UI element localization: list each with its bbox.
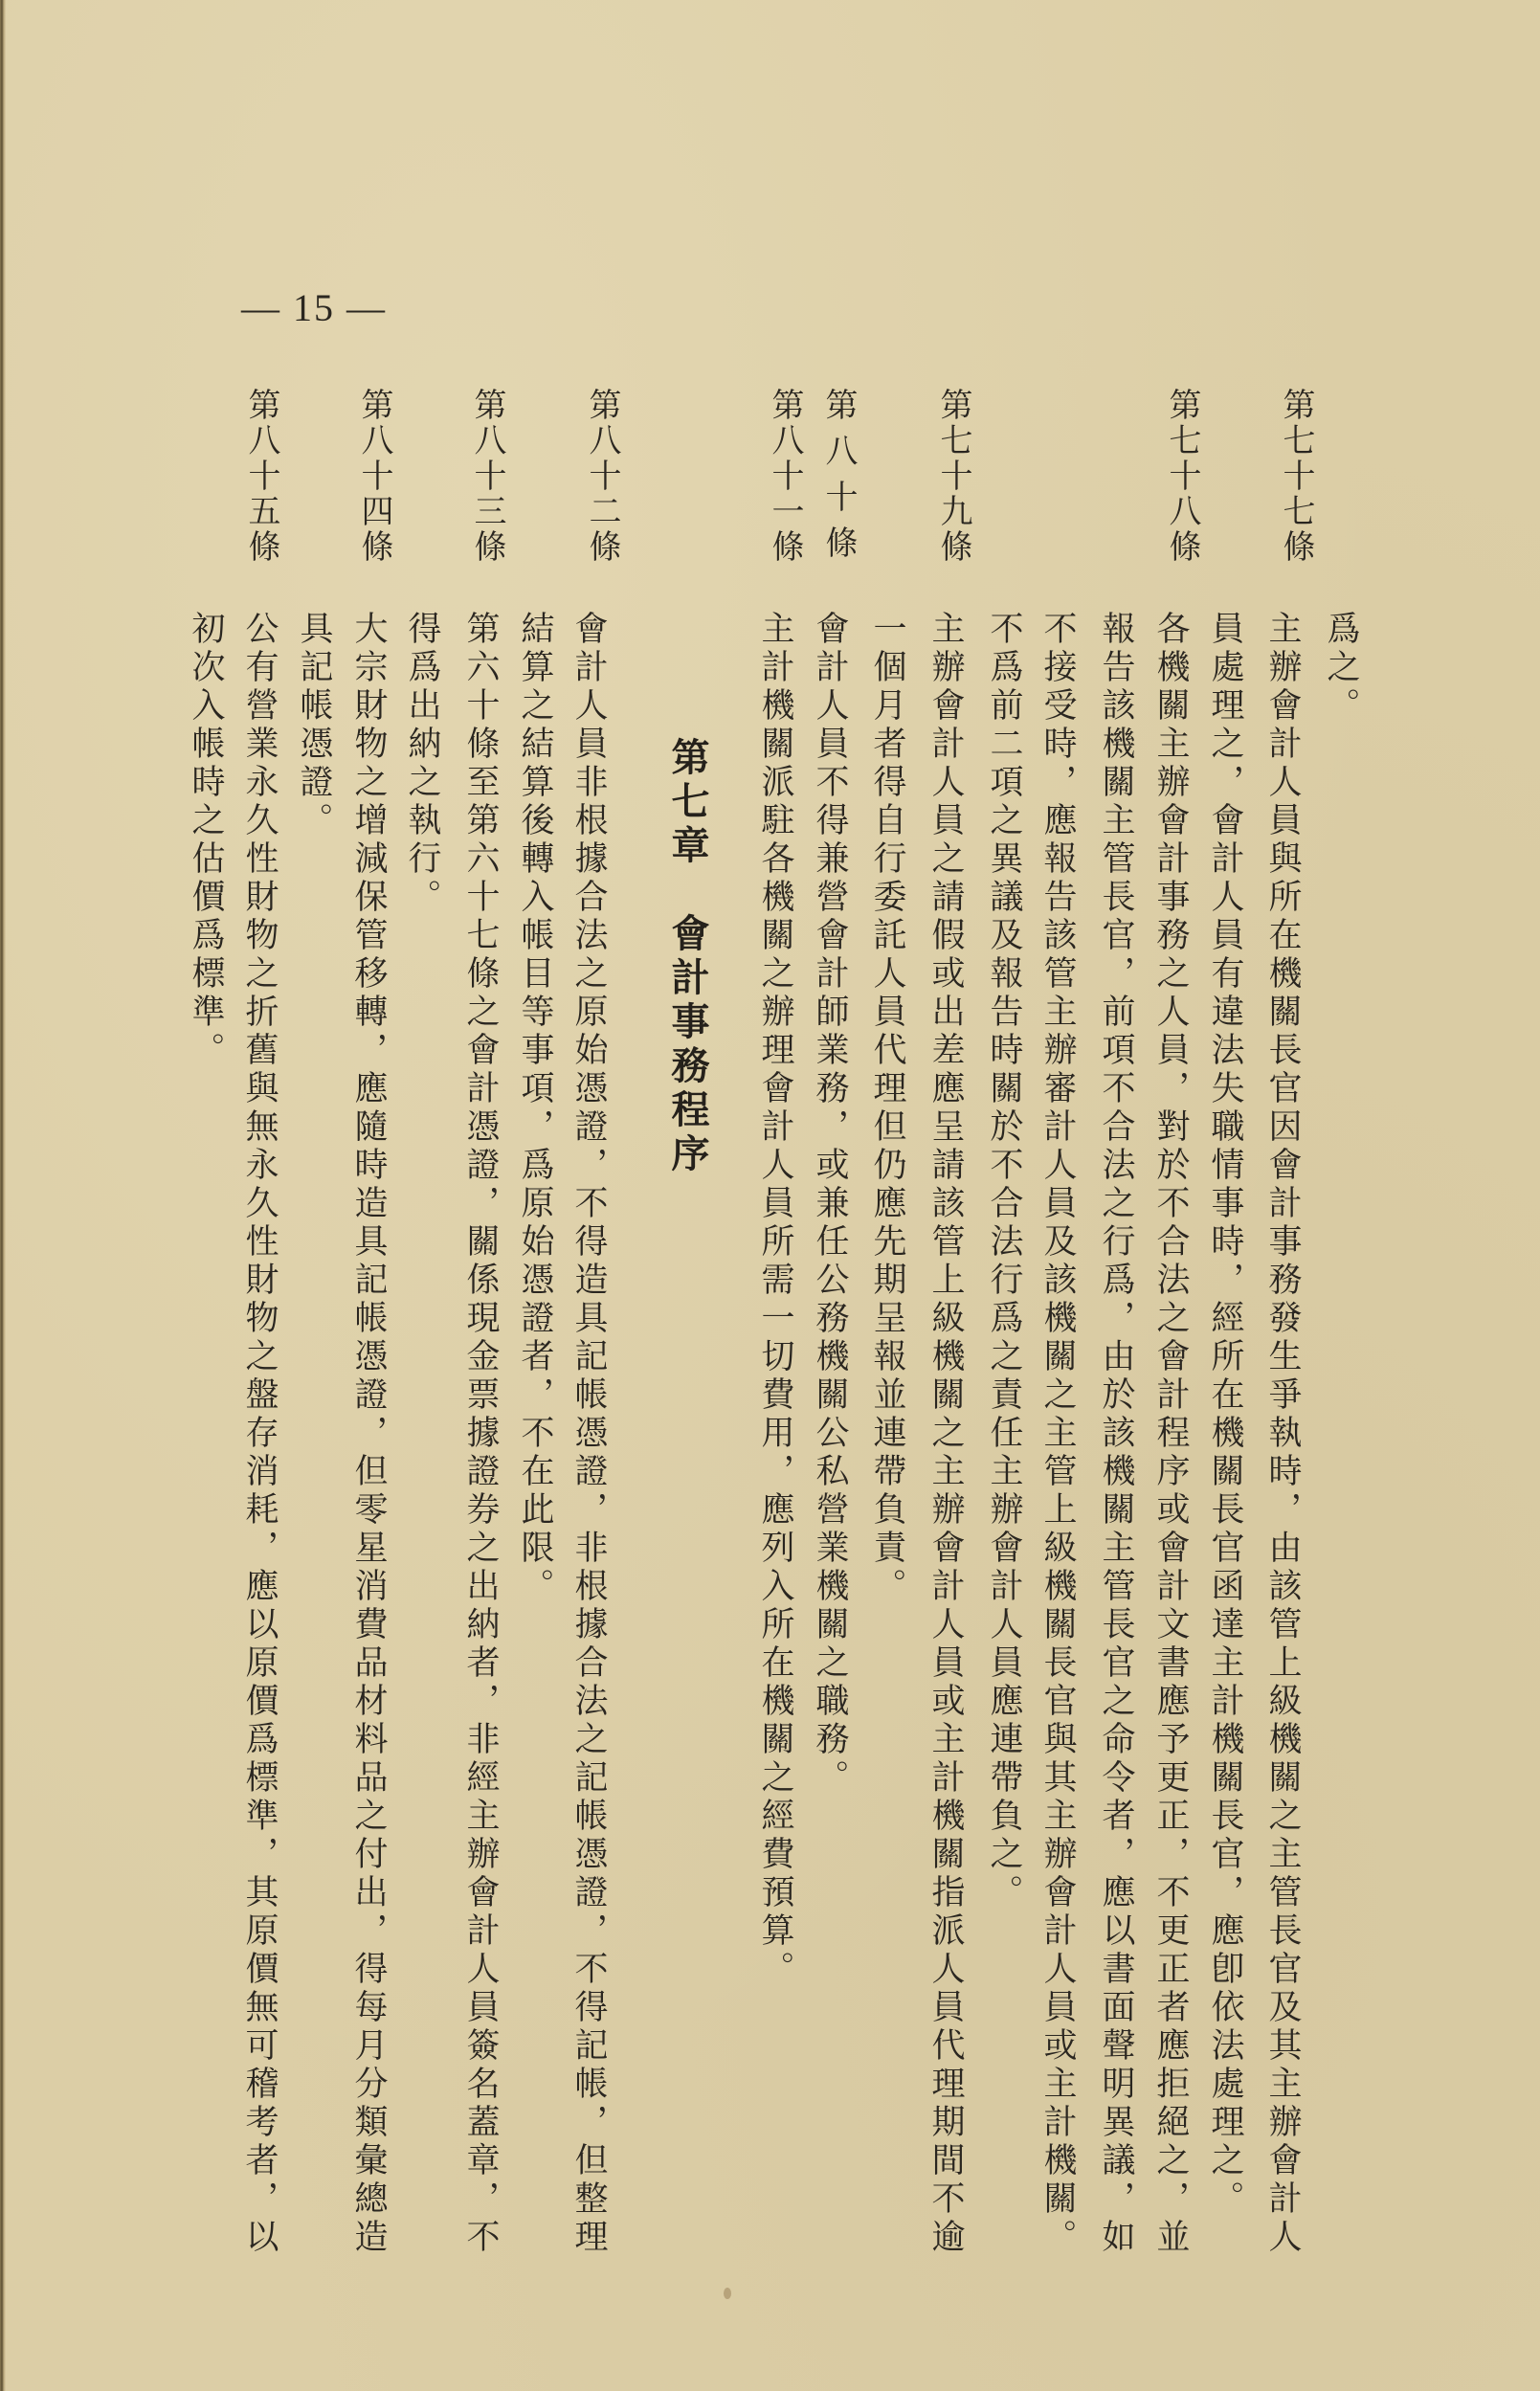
article-78-line-3: 不接受時，應報告該管主辦審計人員及該機關之主管上級機關長官與其主辦會計人員或主計機關。 <box>1038 611 1077 2257</box>
article-77-line-2: 員處理之，會計人員有違法失職情事時，經所在機關長官函達主計機關長官，應卽依法處理之。 <box>1206 611 1244 2219</box>
article-79-label: 第七十九條 <box>934 388 972 565</box>
chapter-heading <box>665 737 709 1177</box>
binding-edge <box>0 0 6 2391</box>
article-83-label: 第八十三條 <box>468 388 506 565</box>
paper-speck <box>724 2288 731 2299</box>
article-81-line-1: 主計機關派駐各機關之辦理會計人員所需一切費用，應列入所在機關之經費預算。 <box>756 611 794 1989</box>
article-80-label: 第八十條 <box>819 388 858 571</box>
article-80-line-1: 會計人員不得兼營會計師業務，或兼任公務機關公私營業機關之職務。 <box>811 611 849 1798</box>
article-85-line-1: 公有營業永久性財物之折舊與無永久性財物之盤存消耗，應以原價爲標準，其原價無可稽考者，以 <box>240 611 279 2257</box>
article-83-line-2: 得爲出納之執行。 <box>403 611 441 917</box>
article-85-line-2: 初次入帳時之估價爲標準。 <box>187 611 225 1070</box>
article-84-line-2: 具記帳憑證。 <box>295 611 333 840</box>
article-79-line-2: 一個月者得自行委託人員代理但仍應先期呈報並連帶負責。 <box>868 611 906 1606</box>
article-84-label: 第八十四條 <box>355 388 393 565</box>
article-78-label: 第七十八條 <box>1163 388 1201 565</box>
article-83-line-1: 第六十條至第六十七條之會計憑證，關係現金票據證券之出納者，非經主辦會計人員簽名蓋章，不 <box>461 611 500 2257</box>
article-82-line-2: 結算之結算後轉入帳目等事項，爲原始憑證者，不在此限。 <box>516 611 554 1606</box>
article-82-line-1: 會計人員非根據合法之原始憑證，不得造具記帳憑證，非根據合法之記帳憑證，不得記帳，但整理 <box>569 611 608 2257</box>
article-82-label: 第八十二條 <box>583 388 621 565</box>
article-77-label: 第七十七條 <box>1277 388 1315 565</box>
article-85-label: 第八十五條 <box>242 388 280 565</box>
article-78-line-2: 報告該機關主管長官，前項不合法之行爲，由於該機關主管長官之命令者，應以書面聲明異議，如 <box>1097 611 1135 2257</box>
continuation-text: 爲之。 <box>1322 611 1360 726</box>
article-79-line-1: 主辦會計人員之請假或出差應呈請該管上級機關之主辦會計人員或主計機關指派人員代理期間不逾 <box>926 611 965 2257</box>
page-number: — 15 — <box>241 286 387 329</box>
article-84-line-1: 大宗財物之增減保管移轉，應隨時造具記帳憑證，但零星消費品材料品之付出，得每月分類彙總造 <box>349 611 388 2257</box>
article-78-line-4: 不爲前二項之異議及報告時關於不合法行爲之責任主辦會計人員應連帶負之。 <box>985 611 1023 1912</box>
chapter-number: 第七章 <box>665 737 709 869</box>
article-78-line-1: 各機關主辦會計事務之人員，對於不合法之會計程序或會計文書應予更正，不更正者應拒絕之，並 <box>1151 611 1190 2257</box>
article-77-line-1: 主辦會計人員與所在機關長官因會計事務發生爭執時，由該管上級機關之主管長官及其主辦會計人 <box>1263 611 1302 2257</box>
article-81-label: 第八十一條 <box>766 388 804 565</box>
chapter-title: 會計事務程序 <box>665 913 709 1177</box>
